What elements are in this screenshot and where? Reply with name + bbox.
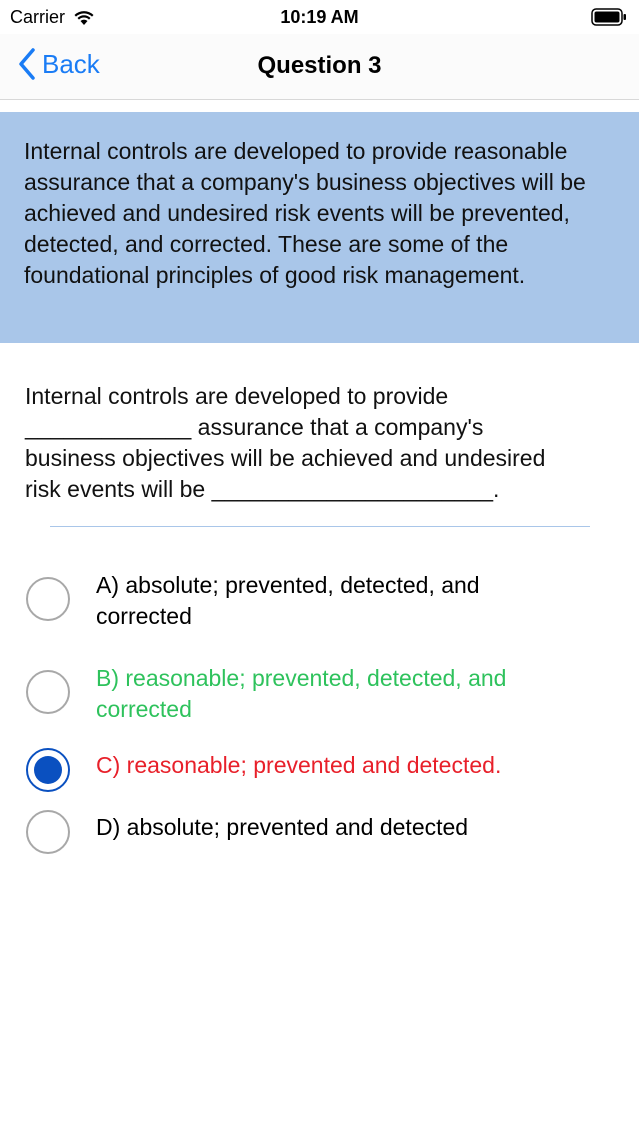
option-b[interactable] <box>26 663 616 725</box>
option-c[interactable] <box>26 750 616 792</box>
question-line: risk events will be ______________________. <box>25 476 500 502</box>
option-label: B) reasonable; prevented, detected, and corrected <box>96 665 507 722</box>
page-title: Question 3 <box>257 52 382 79</box>
passage-text: Internal controls are developed to provide reasonable assurance that a company's business objectives will be achieved and undesired risk events will be prevented, detected, and corrected. These are some of the foundational principles of good risk management. <box>0 112 639 343</box>
radio-button[interactable] <box>26 670 70 714</box>
question-text <box>25 381 615 505</box>
option-d[interactable] <box>26 812 616 854</box>
battery-icon <box>591 8 627 26</box>
radio-button-selected[interactable] <box>26 748 70 792</box>
radio-button[interactable] <box>26 577 70 621</box>
option-label: D) absolute; prevented and detected <box>96 814 469 840</box>
option-label: C) reasonable; prevented and detected. <box>96 752 502 778</box>
option-a[interactable] <box>26 570 616 632</box>
question-line: _____________ assurance that a company's <box>25 414 484 440</box>
option-label: A) absolute; prevented, detected, and corrected <box>96 572 480 629</box>
navigation-bar <box>0 34 639 100</box>
radio-button[interactable] <box>26 810 70 854</box>
status-time: 10:19 AM <box>280 7 359 27</box>
divider <box>50 526 590 527</box>
question-line: Internal controls are developed to provide <box>25 383 449 409</box>
back-label: Back <box>42 48 100 79</box>
carrier-label: Carrier <box>10 7 66 27</box>
question-line: business objectives will be achieved and undesired <box>25 445 546 471</box>
status-bar <box>0 0 639 34</box>
